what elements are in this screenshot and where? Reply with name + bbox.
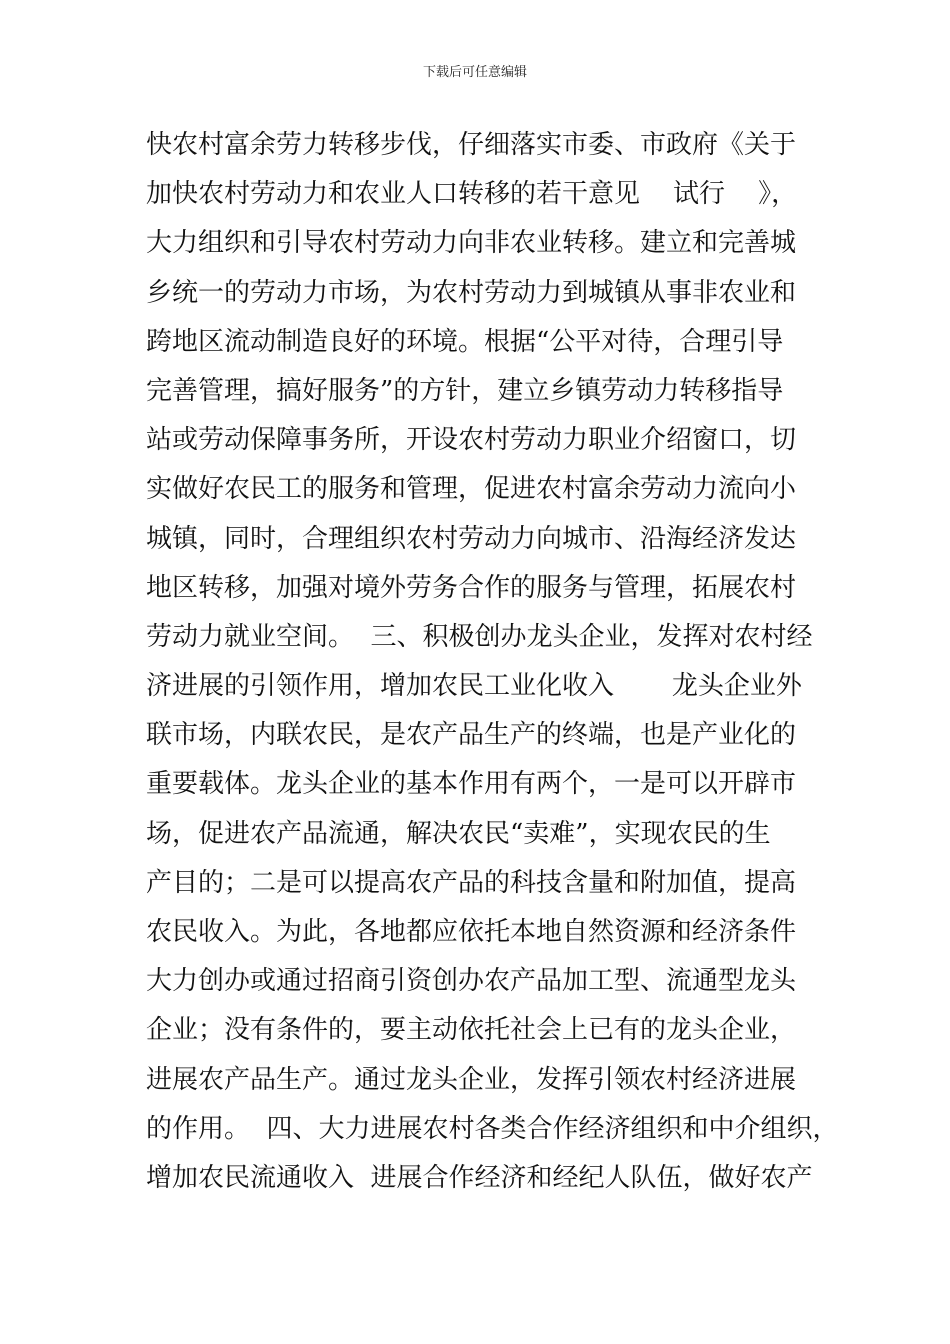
document-body: [146, 121, 839, 1203]
text-line: 快农村富余劳力转移步伐，仔细落实市委、市政府《关于: [146, 130, 797, 160]
text-line: 城镇，同时，合理组织农村劳动力向城市、沿海经济发达: [146, 523, 797, 554]
text-line: 加快农村劳动力和农业人口转移的若干意见 试行 》，: [146, 179, 798, 210]
text-line: 产目的；二是可以提高农产品的科技含量和附加值，提高: [146, 867, 797, 898]
text-line: 乡统一的劳动力市场，为农村劳动力到城镇从事非农业和: [146, 277, 797, 308]
page-header: 下载后可任意编辑: [422, 65, 527, 80]
text-line: 的作用。 四、大力进展农村各类合作经济组织和中介组织，: [146, 1113, 839, 1144]
text-line: 进展农产品生产。通过龙头企业，发挥引领农村经济进展: [146, 1064, 797, 1095]
text-line: 场，促进农产品流通，解决农民“卖难”，实现农民的生: [146, 818, 771, 849]
text-line: 农民收入。为此，各地都应依托本地自然资源和经济条件: [146, 917, 797, 947]
text-line: 增加农民流通收入 进展合作经济和经纪人队伍，做好农产: [146, 1162, 813, 1193]
text-line: 重要载体。龙头企业的基本作用有两个，一是可以开辟市: [146, 769, 797, 800]
text-line: 联市场，内联农民，是农产品生产的终端，也是产业化的: [146, 720, 797, 751]
text-line: 企业；没有条件的，要主动依托社会上已有的龙头企业，: [146, 1015, 797, 1046]
text-line: 大力组织和引导农村劳动力向非农业转移。建立和完善城: [146, 228, 797, 259]
text-line: 济进展的引领作用，增加农民工业化收入 龙头企业外: [146, 671, 802, 702]
text-line: 劳动力就业空间。 三、积极创办龙头企业，发挥对农村经: [146, 621, 813, 652]
text-line: 站或劳动保障事务所，开设农村劳动力职业介绍窗口，切: [146, 425, 797, 456]
text-line: 跨地区流动制造良好的环境。根据“公平对待，合理引导: [146, 326, 784, 357]
text-line: 地区转移，加强对境外劳务合作的服务与管理，拓展农村: [146, 572, 797, 603]
text-line: 完善管理，搞好服务”的方针，建立乡镇劳动力转移指导: [146, 375, 784, 406]
text-line: 大力创办或通过招商引资创办农产品加工型、流通型龙头: [146, 966, 797, 997]
text-line: 实做好农民工的服务和管理，促进农村富余劳动力流向小: [146, 474, 797, 505]
